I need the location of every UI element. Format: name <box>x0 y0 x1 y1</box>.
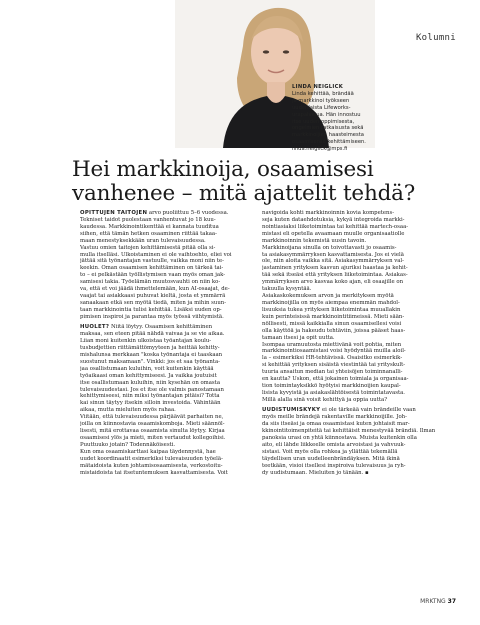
author-bio-line: Linda kehittää, brändää <box>292 90 354 97</box>
body-text-line: Kun oma osaamiskarttasi kaipaa täydennystä, hae <box>80 448 216 455</box>
body-text-line: da siis itseäsi ja omaa osaamistasi kuten johtaisit mar- <box>262 421 410 428</box>
kicker-continuation: ei ole tärkeää vain brändeille vaan <box>320 407 416 414</box>
body-text-line: Vastuu omien taitojen kehittämisestä pitää olla si- <box>80 244 216 251</box>
body-text-line: jättää sitä työnantajan vastuulle, vaikka moni niin te- <box>80 258 224 265</box>
body-text-line: Liian moni kuitenkin ulkoistaa työantajan koulu- <box>80 338 212 345</box>
section-kicker: HUOLET? <box>80 324 110 331</box>
body-text-line: la – esimerkiksi HR-tehtävissä. Osaisitko esimerkik- <box>262 355 403 362</box>
body-text-line: kaudessa. Markkinointikenttää ei kannata tuuditua <box>80 223 219 230</box>
section-label: Kolumni <box>415 33 456 43</box>
body-text-line: Viitään, että tulevaisuudessa pärjäävät parhaiten ne, <box>80 414 224 421</box>
body-text-line: joilla on kiinnostavia osaamiskomboja. Mieti säännöl- <box>80 421 225 428</box>
body-text-line: Millä alalla sinä voisit kehittyä ja oppia uutta? <box>262 396 388 403</box>
body-text-line: kkinointitoimenpiteitä tai kehittäisit menestyvää brändiä. Ilman <box>262 428 436 435</box>
author-bio-line: ongelmien ratkaisusta sekä <box>292 125 364 132</box>
body-text-line: markkinoijilla on myös aiempaa enemmän mahdol- <box>262 299 400 306</box>
body-text-line: maan menestyksekkään uran tulevaisuudessa. <box>80 237 206 244</box>
section-kicker: UUDISTUMISKYKY <box>262 407 321 414</box>
body-column-right <box>262 210 436 477</box>
body-text-line: pimisen inspiroi ja parantaa myös työssä viihtymistä. <box>80 313 224 320</box>
body-text-line: lisista kyvyistä ja asiakaslähtöisestä toimintatavasta. <box>262 389 405 396</box>
body-text-line: aikaa, mutta mieluiten myös rahaa. <box>80 407 176 414</box>
body-text-line: vaajat tai asiakkaasi puhuvat kieltä, josta et ymmärrä <box>80 293 226 300</box>
body-text-line: ole, niin aloita vaikka sitä. Asiakasymmärryksen val- <box>262 258 404 265</box>
body-text-line: suostunut maksamaan". Vinkki: jos et saa työnanta- <box>80 358 220 365</box>
body-text-line: ta asiakasymmärryksen kasvattamisesta. Jos ei vielä <box>262 251 404 258</box>
body-text-line: en kautta? Uskon, että jokainen toimiala ja organisaa- <box>262 376 409 383</box>
body-text-line: myös meille brändejä rakentaville markkinoijille. Joh- <box>262 414 407 421</box>
body-text-line: kuin perinteisissä markkinointitiimeissä. Mieti sään- <box>262 313 405 320</box>
body-text-line: panoksia urasi on yhtä kiinnostava. Muista kuitenkin olla <box>262 435 417 441</box>
body-text-line: mistasi eli opetella avaamaan muulle organisaatiolle <box>262 230 405 237</box>
body-text-line: seja kuten dataehdotuksia, kykyä integroida markki- <box>262 216 405 223</box>
body-text-line <box>262 407 436 414</box>
body-text-line: nointiasiaksi liiketoimintaa tai kehittää martech-osaa- <box>262 223 409 230</box>
article-headline <box>72 158 452 206</box>
body-text-line: Markkinoijana sinulla on toivottavasti jo osaamis- <box>262 244 397 251</box>
body-text-line: markkinoinnin tekemistä uusin tavoin. <box>262 237 367 244</box>
body-text-line: to – ei pelkästään työllistymisen vaan myös oman jak- <box>80 272 226 279</box>
author-bio <box>292 84 404 153</box>
kicker-continuation: arvo puoliittuu 5–6 vuodessa. <box>147 210 229 216</box>
body-text-line: nöllisesti, missä kaikkialla sinun osaamisellesi voisi <box>262 320 402 327</box>
magazine-name: MRKTNG <box>420 598 446 605</box>
body-text-line: osaamisesi ylös ja mieti, miten vertaudut kollegoihisi. <box>80 435 226 441</box>
headline-line-1: Hei markkinoija, osaamisesi <box>72 157 374 182</box>
body-text-line: tää sekä itseäsi että yrityksen liiketoimintaa. Asiakas- <box>262 272 408 279</box>
body-text-line: kehittymiseesi, niin miksi työnantajan pitäisi? Totta <box>80 393 220 400</box>
body-text-line: lisuuksia tukea yrityksen liiketoimintaa muuallakin <box>262 306 401 313</box>
body-text-line: dy uudistumaan. Mieluiten jo tänään. ▪ <box>262 469 369 476</box>
body-text-line: Isompaa uramuutosta miettivänä voit pohtia, miten <box>262 341 402 348</box>
body-text-line: kai sinun täytyy itsekin silloin investoida. Vähintään <box>80 400 221 407</box>
body-text-line: itse osallistumaan kuluihin, niin kysehän on omasta <box>80 379 221 386</box>
body-text-line: mishalunsa merkkaan "koska työnantaja ei taaskaan <box>80 351 223 358</box>
body-text-line <box>80 210 254 217</box>
author-bio-line: ja markkinoi työkseen <box>292 97 350 104</box>
body-text-line: markkinointiosaamistasi voisi hyödyntää muilla aloil- <box>262 348 406 355</box>
section-kicker: OPITTUJEN TAITOJEN <box>80 210 148 216</box>
author-bio-line: uudenlaista Lifeworks- <box>292 104 351 111</box>
body-text-line: lisesti, mitä erottavaa osaamista sinulta löytyy. Kirjaa <box>80 428 225 435</box>
page-number: 37 <box>447 598 456 605</box>
body-text-line: tulevaisuudestasi. Jos et itse ole valmis panostamaan <box>80 386 224 393</box>
body-column-left <box>80 210 254 477</box>
body-text-line: tuuria ansaitun median tai yhteisöjen toiminnanalli- <box>262 369 403 376</box>
body-text-line: uudet koordinaatit esimerkiksi tulevaisuuden työelä- <box>80 455 223 462</box>
body-text-line: jastaminen yrityksen kasvun ajuriksi haastaa ja kehit- <box>262 265 408 272</box>
body-text-line: työaikaasi oman kehittymiseesi. Ja vaikka joutuisit <box>80 372 217 379</box>
body-text-line: va, että et voi jäädä ihmettelemään, kun AI-osaajat, de- <box>80 286 230 293</box>
headline-line-2: vanhenee – mitä ajattelit tehdä? <box>72 181 416 206</box>
body-text-line: taan markkinointia tulisi kehittää. Lisäksi uuden op- <box>80 306 222 313</box>
author-bio-line: itse uuden oppimisesta, <box>292 118 355 125</box>
author-bio-line: urapalvelua. Hän innostuu <box>292 111 361 118</box>
body-text-line: sistasi. Voit myös olla rohkea ja yllättää tekemällä <box>262 448 398 455</box>
author-bio-line: osaamisensa kehittämiseen. <box>292 139 366 146</box>
body-text-line: takuulla kysyntää. <box>262 286 312 293</box>
body-text-line: mulla itselläsi. Ulkoistaminen ei ole vaihtoehto, eliei voi <box>80 251 232 258</box>
body-text-line: sanaakaan etkä sen myötä tiedä, miten ja mihin suun- <box>80 299 227 306</box>
body-text-line: Puuttuuko jotain? Todennäköisesti. <box>80 441 176 448</box>
body-text-line: tion toimintayksikkö hyötyisi markkinoijien kaupal- <box>262 383 401 390</box>
body-text-line: samisesi takia. Työelämän muutosvauhti on niin ko- <box>80 279 221 286</box>
body-text-line: maksaa, sen eteen pitää nähdä vaivaa ja se vie aikaa. <box>80 331 225 338</box>
kicker-continuation: Niitä löytyy. Osaamisen kehittäminen <box>109 324 213 331</box>
body-text-line: si kehittää yrityksen sisäistä viestintää tai yrityskult- <box>262 362 406 369</box>
author-name: LINDA NEIGLICK <box>292 84 344 90</box>
body-text-line: tamaan itsesi ja opit uutta. <box>262 334 335 341</box>
body-text-line: teetkään, visioi itsellesi inspiroiva tulevaisuus ja ryh- <box>262 462 406 469</box>
body-text-line: täydellisen uran uudelleenbrändäyksen. Mitä ikinä <box>262 455 400 462</box>
body-text-line: olla käyttöä ja hakeudu tehtäviin, joissa pääset haas- <box>262 327 406 334</box>
body-text-line: navigoida kohti markkinoinnin kovia kompetens- <box>262 210 395 216</box>
body-text-line: siihen, että tämän hetken osaaminen riittää takaa- <box>80 230 217 237</box>
body-text-line: ymmärryksen arvo kasvaa koko ajan, eli osaajille on <box>262 279 404 286</box>
body-text-line: aito, eli lähde liikkeelle omista arvoistasi ja vahvuuk- <box>262 441 406 448</box>
page-footer <box>420 598 456 605</box>
author-email-link[interactable]: linda.neiglick@mps.fi <box>292 146 348 153</box>
body-text-line <box>80 324 254 331</box>
body-text-line: Tekniset taidot puolestaan vanhentuvat jo 18 kuu- <box>80 216 216 223</box>
author-bio-line: markkinoijien haasteimesta <box>292 132 364 139</box>
body-text-line: mätaidoista kuten johtamisosaamisesta, verkostoitu- <box>80 462 223 469</box>
body-text-line: Asiakaskokemuksen arvon ja merkityksen myötä <box>262 293 394 300</box>
body-text-line: mistaidoista tai itsetuntemuksen kasvattamisesta. Voit <box>80 469 228 476</box>
body-text-line: jaa osallistumaan kuluihin, voit kuitenkin käyttää <box>80 365 214 372</box>
body-text-line: tusbudjettien riittämättömyyteen ja heittää kehitty- <box>80 345 220 352</box>
body-text-line: keekin. Oman osaamisen kehittäminen on tärkeä tai- <box>80 265 224 272</box>
